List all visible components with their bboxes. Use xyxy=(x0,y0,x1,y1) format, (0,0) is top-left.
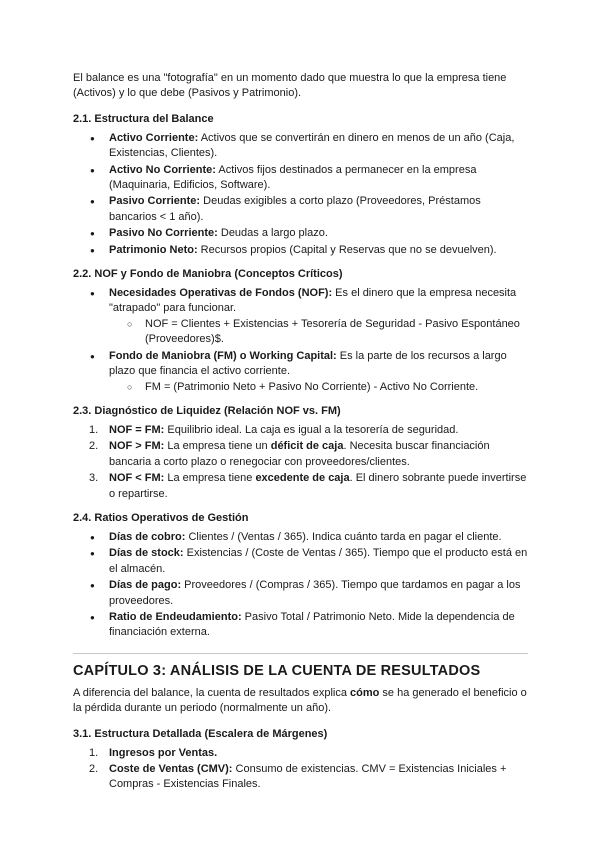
balance-structure-list xyxy=(73,131,528,258)
document-page xyxy=(73,71,528,802)
list-item: ● Pasivo No Corriente: Deudas a largo plazo. xyxy=(73,226,528,241)
ratios-list xyxy=(73,530,528,641)
sub-list xyxy=(109,380,528,395)
list-item: ● Fondo de Maniobra (FM) o Working Capital: Es la parte de los recursos a largo plazo que financia el activo corriente. ○ FM = (Patrimonio Neto + Pasivo No Corriente) - Activo No Corriente. xyxy=(73,349,528,395)
list-item: 1. NOF = FM: Equilibrio ideal. La caja es igual a la tesorería de seguridad. xyxy=(89,423,459,436)
margins-list xyxy=(73,746,528,793)
sub-list xyxy=(109,317,528,348)
formula-item: ○ FM = (Patrimonio Neto + Pasivo No Corriente) - Activo No Corriente. xyxy=(109,380,528,395)
list-item: ● Días de pago: Proveedores / (Compras / 365). Tiempo que tardamos en pagar a los proveedores. xyxy=(73,578,528,609)
section-2-3 xyxy=(73,404,528,502)
chapter-divider xyxy=(73,653,528,654)
section-2-4 xyxy=(73,511,528,641)
list-item: ● Patrimonio Neto: Recursos propios (Capital y Reservas que no se devuelven). xyxy=(73,243,528,258)
section-2-1-title: 2.1. Estructura del Balance xyxy=(73,112,214,125)
nof-fm-list xyxy=(73,286,528,395)
section-2-2 xyxy=(73,267,528,395)
list-item: 1. Ingresos por Ventas. xyxy=(89,746,218,759)
list-item: ● Días de stock: Existencias / (Coste de Ventas / 365). Tiempo que el producto está en el almacén. xyxy=(73,546,528,577)
formula-item: ○ NOF = Clientes + Existencias + Tesorería de Seguridad - Pasivo Espontáneo (Proveedores)$. xyxy=(109,317,528,348)
section-3-1-title: 3.1. Estructura Detallada (Escalera de Márgenes) xyxy=(73,727,328,740)
section-2-3-title: 2.3. Diagnóstico de Liquidez (Relación NOF vs. FM) xyxy=(73,404,341,417)
section-2-2-title: 2.2. NOF y Fondo de Maniobra (Conceptos Críticos) xyxy=(73,268,343,281)
intro-paragraph: El balance es una "fotografía" en un momento dado que muestra lo que la empresa tiene (Activos) y lo que debe (Pasivos y Patrimonio). xyxy=(73,72,507,100)
list-item: 2. NOF > FM: La empresa tiene un déficit de caja. Necesita buscar financiación bancaria a corto plazo o renegociar con proveedores/clientes. xyxy=(89,440,490,468)
list-item: ● Activo Corriente: Activos que se convertirán en dinero en menos de un año (Caja, Existencias, Clientes). xyxy=(73,131,528,162)
section-2-1 xyxy=(73,112,528,258)
list-item: 2. Coste de Ventas (CMV): Consumo de existencias. CMV = Existencias Iniciales + Compras - Existencias Finales. xyxy=(89,763,507,791)
list-item: ● Pasivo Corriente: Deudas exigibles a corto plazo (Proveedores, Préstamos bancarios < 1 año). xyxy=(73,194,528,225)
list-item: ● Ratio de Endeudamiento: Pasivo Total / Patrimonio Neto. Mide la dependencia de financiación externa. xyxy=(73,610,528,641)
section-3-1 xyxy=(73,727,528,793)
liquidity-list xyxy=(73,423,528,502)
chapter-3-title: CAPÍTULO 3: ANÁLISIS DE LA CUENTA DE RESULTADOS xyxy=(73,662,481,679)
list-item: ● Activo No Corriente: Activos fijos destinados a permanecer en la empresa (Maquinaria, Edificios, Software). xyxy=(73,163,528,194)
section-2-4-title: 2.4. Ratios Operativos de Gestión xyxy=(73,511,249,524)
list-item: ● Días de cobro: Clientes / (Ventas / 365). Indica cuánto tarda en pagar el cliente. xyxy=(73,530,528,545)
chapter-3-intro: A diferencia del balance, la cuenta de resultados explica cómo se ha generado el beneficio o la pérdida durante un periodo (normalmente un año). xyxy=(73,686,527,715)
list-item: 3. NOF < FM: La empresa tiene excedente de caja. El dinero sobrante puede invertirse o repartirse. xyxy=(89,472,527,500)
list-item: ● Necesidades Operativas de Fondos (NOF): Es el dinero que la empresa necesita "atrapado" para funcionar. ○ NOF = Clientes + Existencias + Tesorería de Seguridad - Pasivo Espontáneo (Proveedores)$. xyxy=(73,286,528,348)
